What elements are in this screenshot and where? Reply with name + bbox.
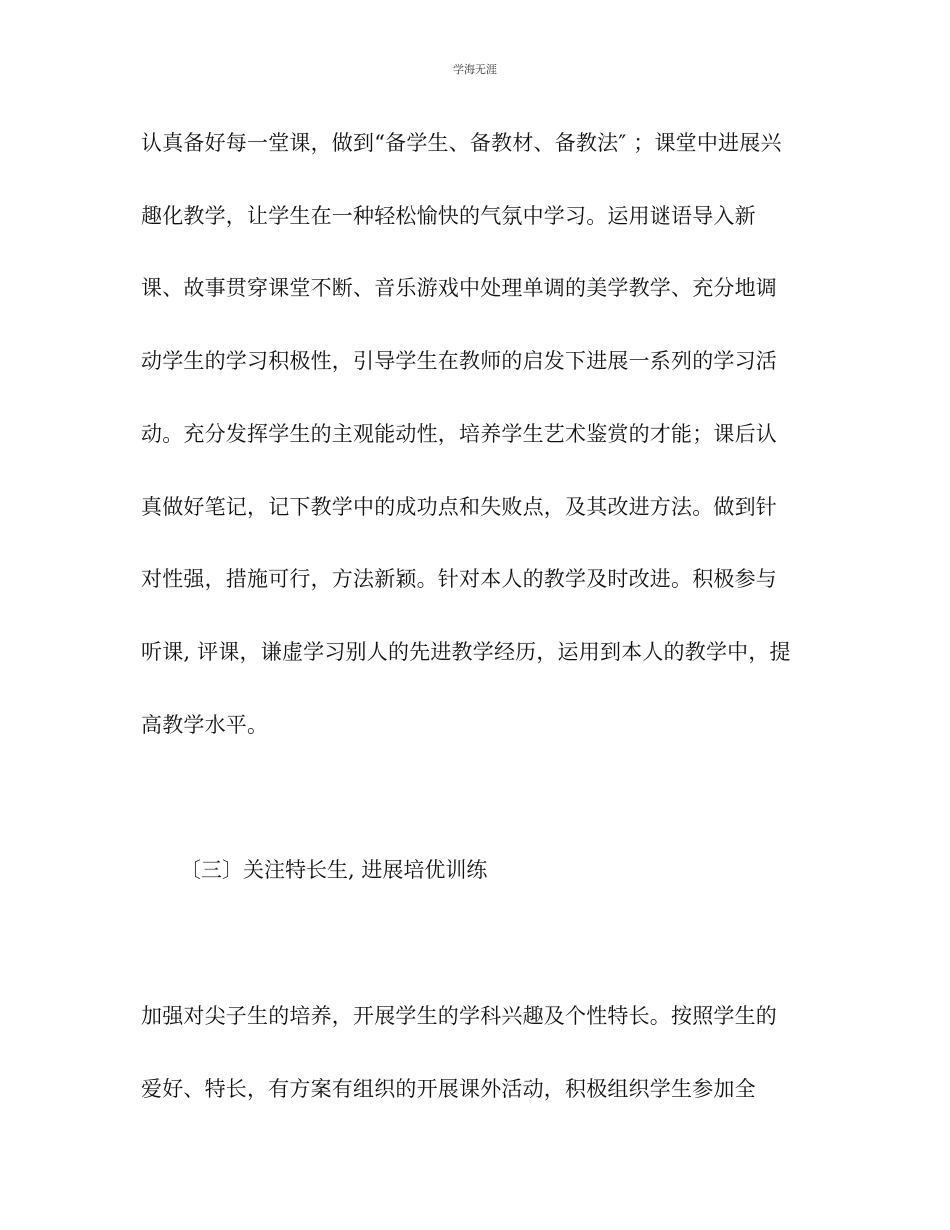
paragraph-line: 听课, 评课，谦虚学习别人的先进教学经历，运用到本人的教学中，提 bbox=[141, 640, 791, 664]
paragraph-line: 加强对尖子生的培养，开展学生的学科兴趣及个性特长。按照学生的 bbox=[141, 1004, 777, 1028]
page-header: 学海无涯 bbox=[453, 63, 497, 76]
paragraph-line: 真做好笔记，记下教学中的成功点和失败点，及其改进方法。做到针 bbox=[141, 495, 777, 519]
section-heading: 〔三〕关注特长生, 进展培优训练 bbox=[180, 858, 488, 882]
paragraph-line: 爱好、特长，有方案有组织的开展课外活动，积极组织学生参加全 bbox=[141, 1077, 756, 1101]
paragraph-line: 动。充分发挥学生的主观能动性，培养学生艺术鉴赏的才能；课后认 bbox=[141, 422, 777, 446]
paragraph-line: 高教学水平。 bbox=[141, 713, 269, 737]
paragraph-line: 动学生的学习积极性，引导学生在教师的启发下进展一系列的学习活 bbox=[141, 349, 777, 373]
paragraph-line: 课、故事贯穿课堂不断、音乐游戏中处理单调的美学教学、充分地调 bbox=[141, 276, 777, 300]
paragraph-line: 对性强，措施可行，方法新颖。针对本人的教学及时改进。积极参与 bbox=[141, 567, 777, 591]
paragraph-line: 认真备好每一堂课，做到“备学生、备教材、备教法″ ；课堂中进展兴 bbox=[141, 131, 782, 155]
paragraph-line: 趣化教学，让学生在一种轻松愉快的气氛中学习。运用谜语导入新 bbox=[141, 204, 756, 228]
